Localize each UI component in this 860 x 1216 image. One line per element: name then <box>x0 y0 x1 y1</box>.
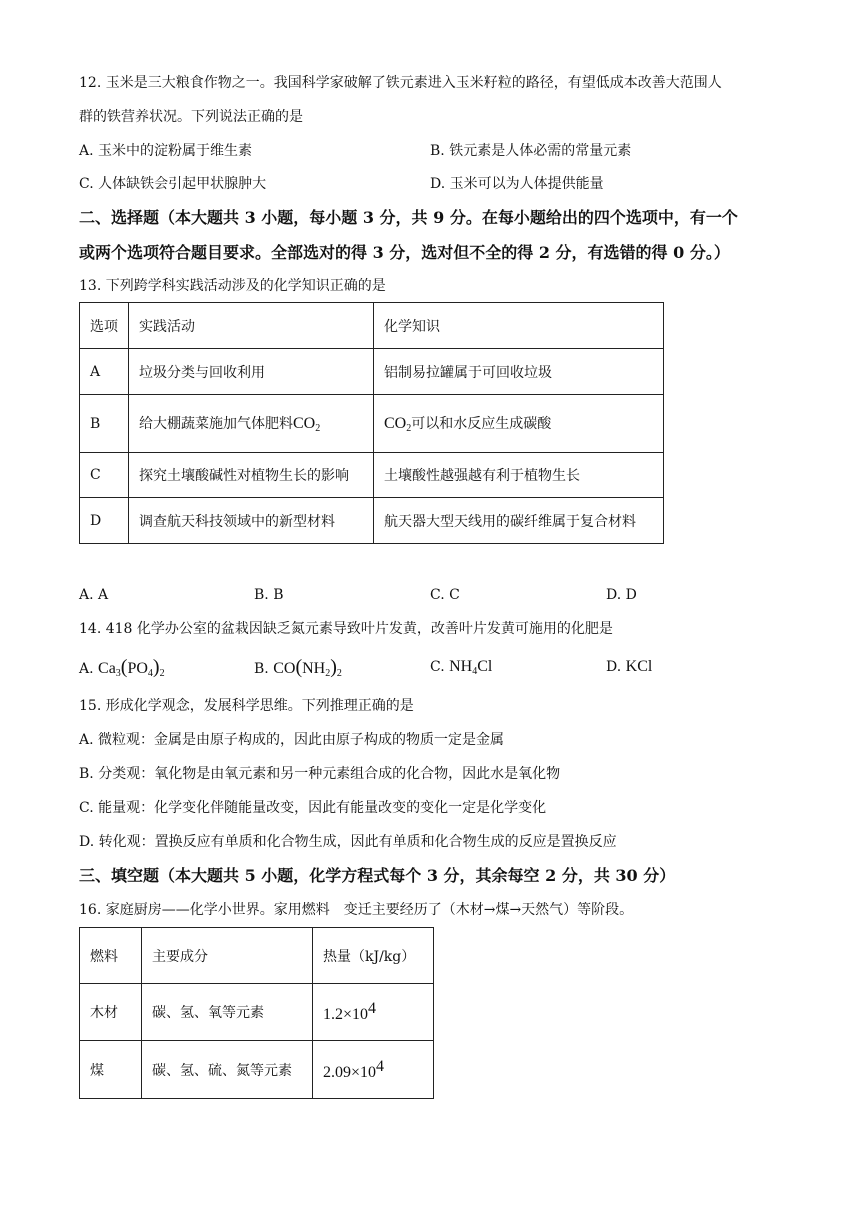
q14-stem: 14. 418 化学办公室的盆栽因缺乏氮元素导致叶片发黄，改善叶片发黄可施用的化肥是 <box>79 621 613 637</box>
q16-stem: 16. 家庭厨房——化学小世界。家用燃料 变迁主要经历了（木材→煤→天然气）等阶段。 <box>79 902 634 918</box>
q15-option-c: C. 能量观：化学变化伴随能量改变，因此有能量改变的变化一定是化学变化 <box>79 800 547 816</box>
q14-option-c-label: C. <box>430 659 445 675</box>
q13-table <box>79 302 664 544</box>
q13-row-b-activity-cell <box>129 395 374 453</box>
q12-stem-line2: 群的铁营养状况。下列说法正确的是 <box>79 109 303 125</box>
q13-row-a-knowledge: 铝制易拉罐属于可回收垃圾 <box>374 349 664 395</box>
potassium-chloride-formula: KCl <box>625 658 653 675</box>
urea-formula: $CO(NH_2)_2$ <box>273 656 342 679</box>
q15-option-a: A. 微粒观：金属是由原子构成的，因此由原子构成的物质一定是金属 <box>79 732 505 748</box>
table-row <box>80 453 664 498</box>
q14-option-c <box>430 657 492 682</box>
q13-header-option: 选项 <box>80 303 129 349</box>
q16-row-coal-heat-mantissa: 2.09×10 <box>323 1063 377 1081</box>
q16-table <box>79 927 434 1099</box>
q14-option-b-label: B. <box>254 661 269 677</box>
q13-stem: 13. 下列跨学科实践活动涉及的化学知识正确的是 <box>79 278 386 294</box>
q13-header-row <box>80 303 664 349</box>
table-row <box>80 984 434 1041</box>
q13-row-d-option: D <box>80 498 129 544</box>
q13-row-b-knowledge-cell <box>374 395 664 453</box>
q16-row-coal-heat <box>313 1041 434 1099</box>
table-row <box>80 395 664 453</box>
section2-heading-line1: 二、选择题（本大题共 3 小题，每小题 3 分，共 9 分。在每小题给出的四个选项中，有一个 <box>79 208 738 227</box>
table-row <box>80 349 664 395</box>
co2-formula: $CO_2$ <box>384 415 412 434</box>
q16-row-wood-heat-exponent: 4 <box>368 1000 377 1017</box>
q13-choice-c: C. C <box>430 587 460 603</box>
q13-row-b-option: B <box>80 395 129 453</box>
q13-choice-d: D. D <box>606 587 637 603</box>
q14-option-a-label: A. <box>79 661 94 677</box>
co2-formula: $CO_2$ <box>293 415 321 434</box>
calcium-phosphate-formula: $Ca_3(PO_4)_2$ <box>98 656 165 679</box>
q13-row-c-activity: 探究土壤酸碱性对植物生长的影响 <box>129 453 374 498</box>
section3-heading: 三、填空题（本大题共 5 小题，化学方程式每个 3 分，其余每空 2 分，共 30 分） <box>79 866 676 885</box>
q13-header-activity: 实践活动 <box>129 303 374 349</box>
q13-row-c-option: C <box>80 453 129 498</box>
q14-option-b <box>254 657 342 684</box>
q13-row-c-knowledge: 土壤酸性越强越有利于植物生长 <box>374 453 664 498</box>
q16-header-heat: 热量（kJ/kg） <box>313 928 434 984</box>
q16-row-wood-composition: 碳、氢、氧等元素 <box>142 984 313 1041</box>
q12-option-b: B. 铁元素是人体必需的常量元素 <box>430 143 632 159</box>
q13-header-knowledge: 化学知识 <box>374 303 664 349</box>
q13-row-b-activity: 给大棚蔬菜施加气体肥料 <box>139 416 293 432</box>
q16-row-coal-heat-exponent: 4 <box>376 1057 385 1075</box>
q13-row-d-activity: 调查航天科技领域中的新型材料 <box>129 498 374 544</box>
q15-option-d: D. 转化观：置换反应有单质和化合物生成，因此有单质和化合物生成的反应是置换反应 <box>79 834 617 850</box>
q16-header-row <box>80 928 434 984</box>
q16-header-fuel: 燃料 <box>80 928 142 984</box>
q14-option-d-label: D. <box>606 659 622 675</box>
table-row <box>80 1041 434 1099</box>
q16-row-coal-composition: 碳、氢、硫、氮等元素 <box>142 1041 313 1099</box>
q16-row-wood-fuel: 木材 <box>80 984 142 1041</box>
q12-option-d: D. 玉米可以为人体提供能量 <box>430 176 604 192</box>
table-row <box>80 498 664 544</box>
section2-heading-line2: 或两个选项符合题目要求。全部选对的得 3 分，选对但不全的得 2 分，有选错的得 0 分。） <box>79 243 730 262</box>
q16-row-wood-heat-mantissa: 1.2×10 <box>323 1006 369 1023</box>
q13-row-a-activity: 垃圾分类与回收利用 <box>129 349 374 395</box>
q13-choice-b: B. B <box>254 587 284 603</box>
q13-choice-a: A. A <box>79 587 109 603</box>
q15-stem: 15. 形成化学观念，发展科学思维。下列推理正确的是 <box>79 698 414 714</box>
q13-row-d-knowledge: 航天器大型天线用的碳纤维属于复合材料 <box>374 498 664 544</box>
q12-stem-line1: 12. 玉米是三大粮食作物之一。我国科学家破解了铁元素进入玉米籽粒的路径，有望低成本改善大范围人 <box>79 75 722 91</box>
q16-row-coal-fuel: 煤 <box>80 1041 142 1099</box>
q13-row-b-knowledge: 可以和水反应生成碳酸 <box>411 416 552 432</box>
q15-option-b: B. 分类观：氧化物是由氧元素和另一种元素组合成的化合物，因此水是氧化物 <box>79 766 561 782</box>
q12-option-a: A. 玉米中的淀粉属于维生素 <box>79 143 253 159</box>
q16-row-wood-heat <box>313 984 434 1041</box>
q16-header-composition: 主要成分 <box>142 928 313 984</box>
q12-option-c: C. 人体缺铁会引起甲状腺肿大 <box>79 176 267 192</box>
q14-option-d <box>606 657 652 677</box>
q14-option-a <box>79 657 165 684</box>
ammonium-chloride-formula: $NH_4Cl$ <box>449 658 493 677</box>
q13-row-a-option: A <box>80 349 129 395</box>
